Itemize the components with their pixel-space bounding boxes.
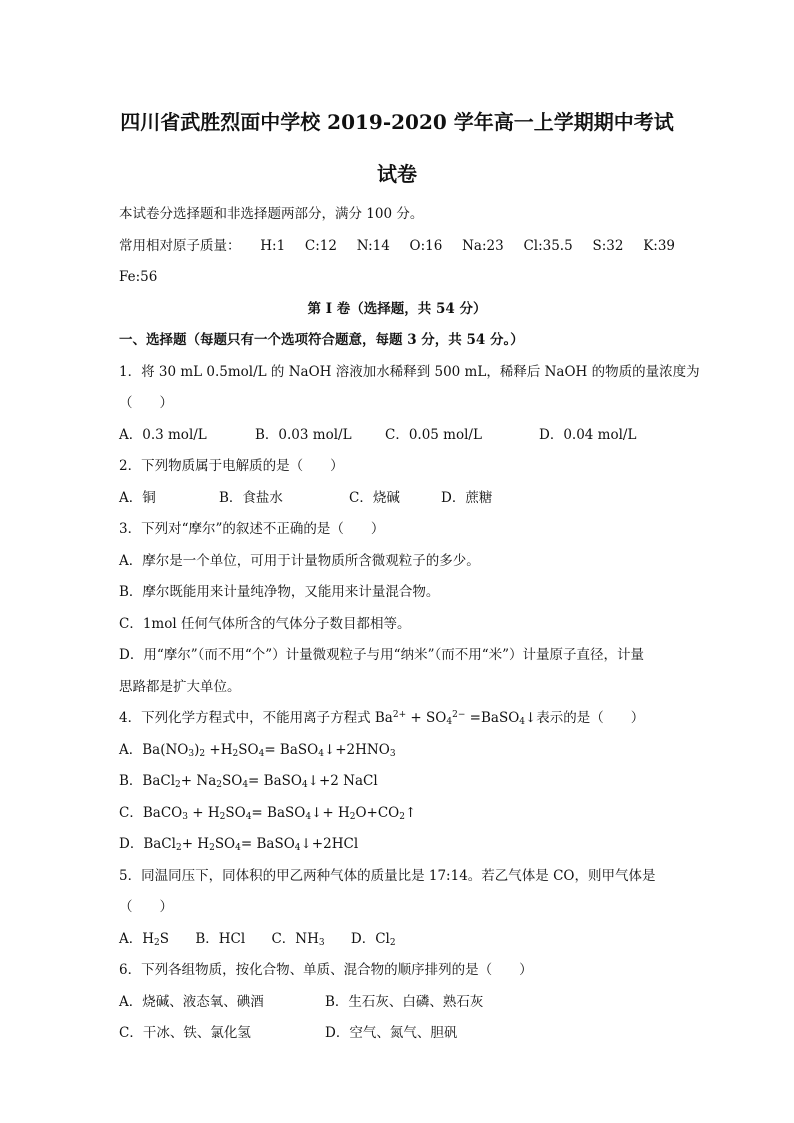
q1-option-d: D．0.04 mol/L: [539, 426, 637, 443]
q1-stem: 1．将 30 mL 0.5mol/L 的 NaOH 溶液加水稀释到 500 mL，稀释后 NaOH 的物质的量浓度为: [119, 363, 700, 380]
q2-options: [119, 483, 675, 515]
q2-option-a: A．铜: [119, 489, 156, 506]
q3-option-b: B．摩尔既能用来计量纯净物，又能用来计量混合物。: [119, 584, 440, 600]
mass-o: O:16: [409, 237, 443, 254]
atomic-masses-label: 常用相对原子质量：: [119, 237, 241, 254]
q3-option-d: D．用“摩尔”（而不用“个”）计量微观粒子与用“纳米”（而不用“米”）计量原子直径，计量: [119, 647, 645, 663]
mass-fe: Fe:56: [119, 269, 158, 285]
q5-option-a: A．$H_2S$: [119, 930, 170, 948]
mass-h: H:1: [260, 237, 286, 254]
mass-s: S:32: [592, 237, 624, 254]
q5-stem: 5．同温同压下，同体积的甲乙两种气体的质量比是 17:14。若乙气体是 CO，则甲气体是: [119, 867, 656, 884]
q6-option-d: D．空气、氮气、胆矾: [325, 1025, 458, 1041]
q4-option-a: A．$Ba(NO_3)_2 +H_2SO_4=$ $BaSO_4↓+2HNO_3$: [119, 741, 396, 759]
q1-stem-bracket: （ ）: [119, 395, 173, 411]
q3-option-a: A．摩尔是一个单位，可用于计量物质所含微观粒子的多少。: [119, 552, 480, 569]
q6-options-row2: [119, 1018, 675, 1050]
q2-option-d: D．蔗糖: [441, 489, 493, 506]
q5-options: [119, 924, 675, 956]
q1-option-c: C．0.05 mol/L: [385, 426, 482, 443]
section-title: 一、选择题（每题只有一个选项符合题意，每题 3 分，共 54 分。）: [119, 332, 524, 348]
q1-options: [119, 420, 675, 452]
q6-option-c: C．干冰、铁、氯化氢: [119, 1025, 251, 1041]
mass-cl: Cl:35.5: [523, 237, 573, 254]
q2-option-c: C．烧碱: [349, 489, 400, 506]
q2-stem: 2．下列物质属于电解质的是（ ）: [119, 458, 344, 474]
q5-option-d: D．$Cl_2$: [350, 930, 396, 948]
q5-stem-bracket: （ ）: [119, 899, 173, 915]
exam-title-line1: 四川省武胜烈面中学校 2019-2020 学年高一上学期期中考试: [120, 110, 674, 134]
q4-option-d: D．BaCl$_2$+ $H_2SO_4=$ BaSO$_4$↓+2HCl: [119, 836, 359, 853]
mass-k: K:39: [643, 237, 675, 254]
q6-option-b: B．生石灰、白磷、熟石灰: [325, 993, 484, 1010]
q3-option-c: C．1mol 任何气体所含的气体分子数目都相等。: [119, 615, 411, 632]
q6-option-a: A．烧碱、液态氧、碘酒: [119, 993, 264, 1010]
q5-option-b: B．HCl: [195, 930, 246, 947]
q1-option-a: A．0.3 mol/L: [119, 426, 207, 443]
q6-options-row1: [119, 987, 675, 1019]
q1-option-b: B．0.03 mol/L: [255, 426, 352, 443]
mass-c: C:12: [304, 237, 337, 254]
volume-title: 第 I 卷（选择题，共 54 分）: [307, 300, 487, 317]
q4-stem: 4．下列化学方程式中，不能用离子方程式 $Ba^{2+} + SO_4^{2-}$ =BaSO$_4$↓表示的是（ ）: [119, 710, 645, 727]
exam-intro: 本试卷分选择题和非选择题两部分，满分 100 分。: [119, 206, 424, 222]
atomic-masses: [119, 231, 675, 263]
exam-title-line2: 试卷: [377, 162, 417, 186]
q3-option-d-cont: 思路都是扩大单位。: [119, 678, 241, 695]
q2-option-b: B．食盐水: [219, 489, 283, 506]
q5-option-c: C．$NH_3$: [271, 930, 325, 948]
mass-n: N:14: [356, 237, 390, 254]
mass-na: Na:23: [462, 237, 504, 254]
q4-option-c: C．BaCO$_3$ + $H_2SO_4=$ BaSO$_4$↓+ $H_2O+CO_2↑$: [119, 804, 417, 822]
q6-stem: 6．下列各组物质，按化合物、单质、混合物的顺序排列的是（ ）: [119, 962, 533, 978]
q4-option-b: B．BaCl$_2$+ $Na_2SO_4=$ BaSO$_4$↓+2 NaCl: [119, 773, 378, 790]
q3-stem: 3．下列对“摩尔”的叙述不正确的是（ ）: [119, 521, 385, 537]
